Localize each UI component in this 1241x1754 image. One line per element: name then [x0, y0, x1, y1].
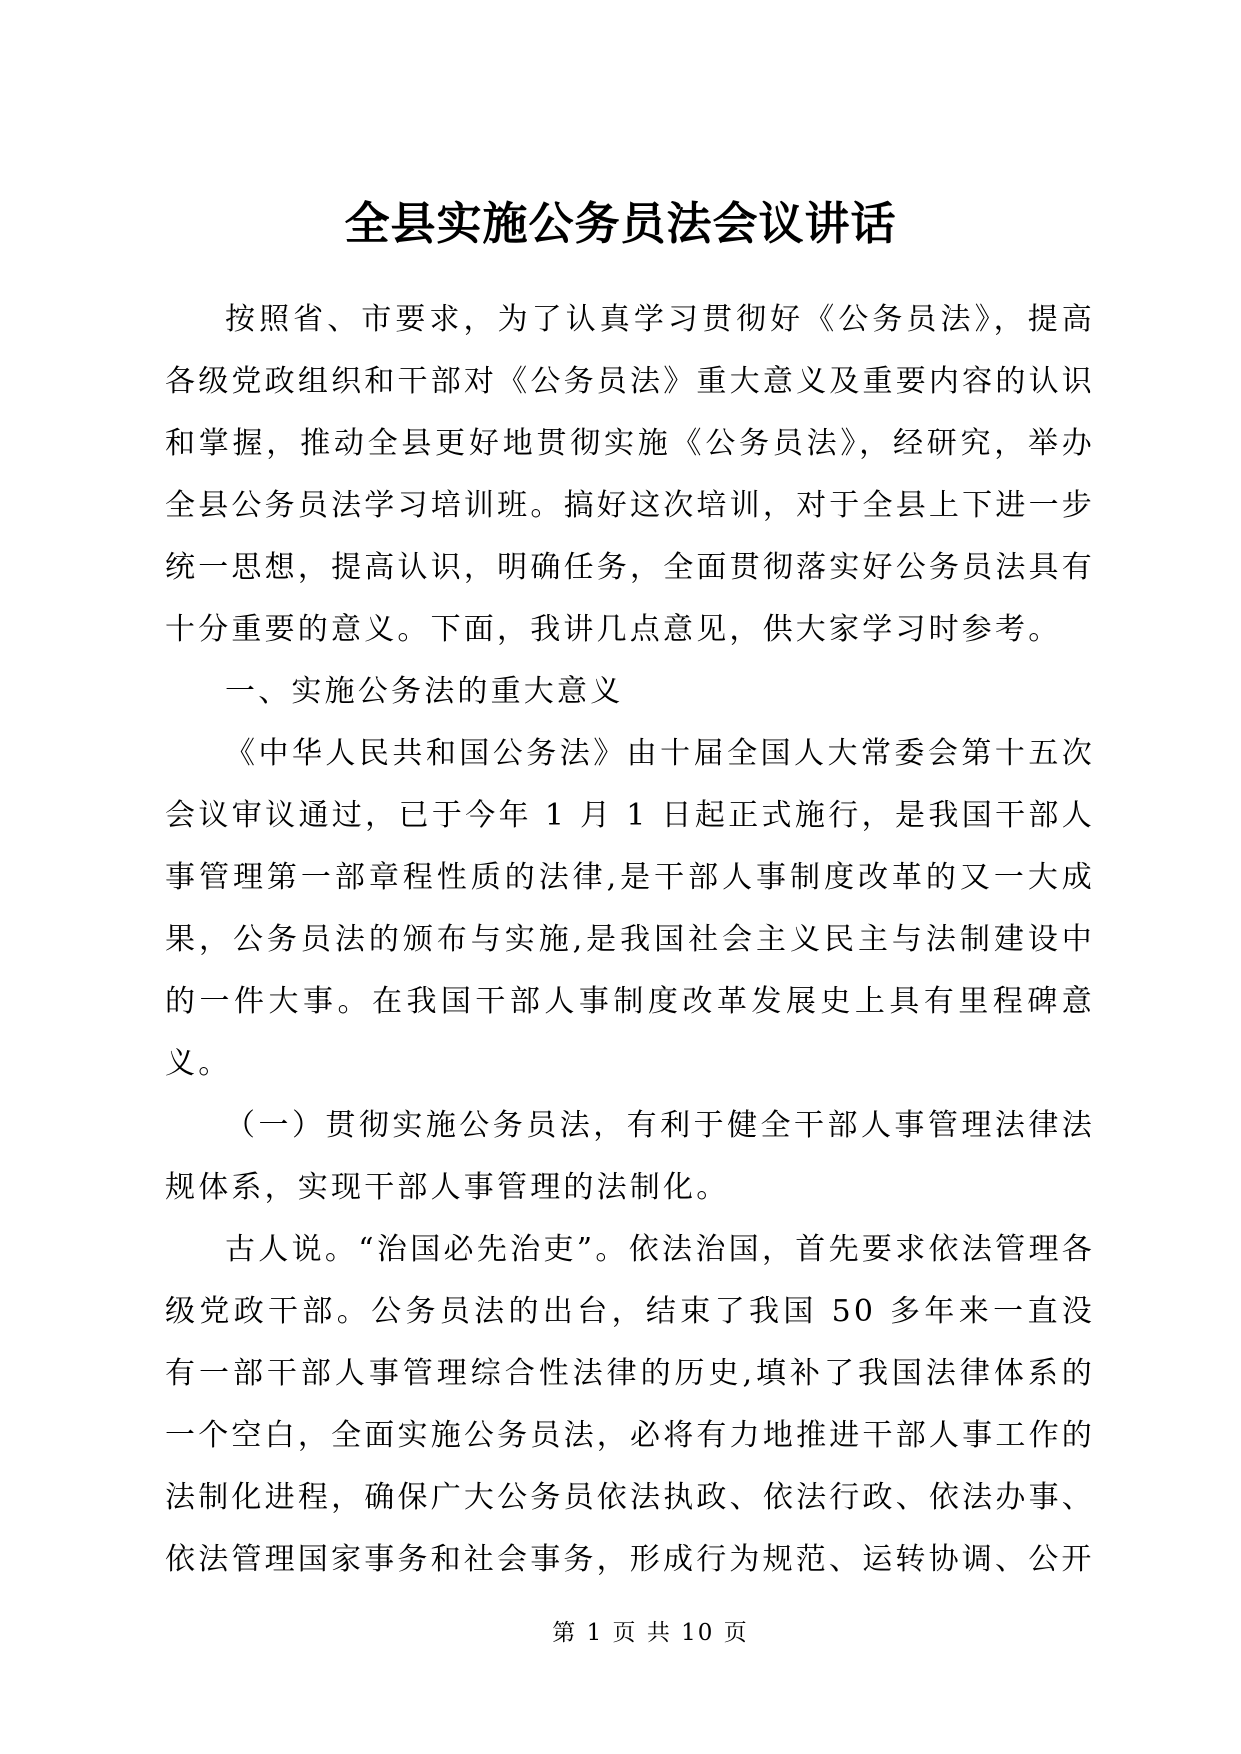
paragraph-rule-of-law: 古人说。“治国必先治吏”。依法治国，首先要求依法管理各级党政干部。公务员法的出台，结束了我国 50 多年来一直没有一部干部人事管理综合性法律的历史,填补了我国法律体系的一个空白，全面实施公务员法，必将有力地推进干部人事工作的法制化进程，确保广大公务员依法执政、依法行政、依法办事、依法管理国家事务和社会事务，形成行为规范、运转协调、公开	[165, 1232, 1095, 1577]
paragraph-law-overview: 《中华人民共和国公务法》由十届全国人大常委会第十五次会议审议通过，已于今年 1 月 1 日起正式施行，是我国干部人事管理第一部章程性质的法律,是干部人事制度改革的又一大成果，公务员法的颁布与实施,是我国社会主义民主与法制建设中的一件大事。在我国干部人事制度改革发展史上具有里程碑意义。	[165, 736, 1095, 1081]
paragraph-intro: 按照省、市要求，为了认真学习贯彻好《公务员法》，提高各级党政组织和干部对《公务员法》重大意义及重要内容的认识和掌握，推动全县更好地贯彻实施《公务员法》，经研究，举办全县公务员法学习培训班。搞好这次培训，对于全县上下进一步统一思想，提高认识，明确任务，全面贯彻落实好公务员法具有十分重要的意义。下面，我讲几点意见，供大家学习时参考。	[165, 302, 1095, 647]
document-body	[165, 289, 1095, 1591]
document-title: 全县实施公务员法会议讲话	[344, 197, 897, 250]
page-number-footer: 第 1 页 共 10 页	[552, 1620, 749, 1646]
paragraph-section-heading: 一、实施公务法的重大意义	[225, 674, 624, 709]
paragraph-subsection-heading: （一）贯彻实施公务员法，有利于健全干部人事管理法律法规体系，实现干部人事管理的法制化。	[165, 1108, 1095, 1205]
